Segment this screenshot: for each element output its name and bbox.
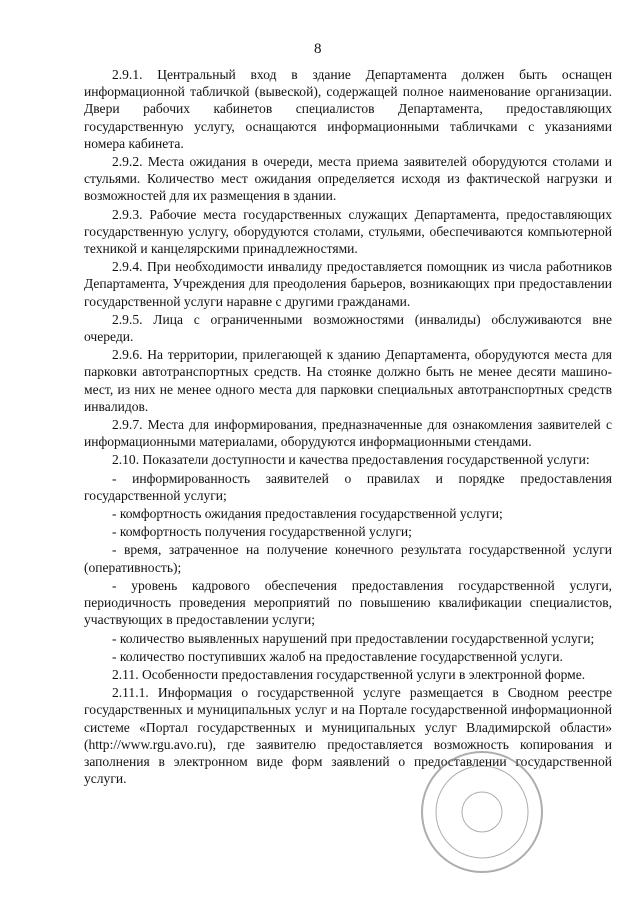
list-item-waiting-comfort: - комфортность ожидания предоставления государственной услуги; — [112, 506, 503, 522]
paragraph-2-9-2: 2.9.2. Места ожидания в очереди, места приема заявителей оборудуются столами и стульями. Количество мест ожидания определяется исходя из фактической нагрузки и возможностей для их размещения в здании. — [84, 154, 612, 204]
list-item-informing: - информированность заявителей о правилах и порядке предоставления государственной услуги; — [84, 470, 612, 503]
list-item-violations: - количество выявленных нарушений при предоставлении государственной услуги; — [112, 630, 595, 646]
paragraph-2-11-1: 2.11.1. Информация о государственной услуге размещается в Сводном реестре государственных и муниципальных услуг и на Портале государственной информационной системе «Портал государственных и муниципальных услуг Владимирской области» (http://www.rgu.avo.ru), где заявителю предоставляется возможность копирования и заполнения в электронном виде форм заявлений о предоставлении государственной услуги. — [84, 685, 612, 787]
paragraph-2-11: 2.11. Особенности предоставления государственной услуги в электронной форме. — [112, 666, 586, 682]
paragraph-2-9-1: 2.9.1. Центральный вход в здание Департамента должен быть оснащен информационной табличкой (вывеской), содержащей полное наименование организации. Двери рабочих кабинетов специалистов Департамента, предоставляющих государственную услугу, оснащаются информационными табличками с указаниями номера кабинета. — [84, 67, 612, 151]
paragraph-2-9-7: 2.9.7. Места для информирования, предназначенные для ознакомления заявителей с информационными материалами, оборудуются информационными стендами. — [84, 417, 612, 450]
list-item-receiving-comfort: - комфортность получения государственной услуги; — [112, 524, 412, 540]
paragraph-2-10: 2.10. Показатели доступности и качества предоставления государственной услуги: — [112, 452, 590, 468]
list-item-complaints: - количество поступивших жалоб на предоставление государственной услуги. — [112, 648, 563, 664]
list-item-time-spent: - время, затраченное на получение конечного результата государственной услуги (оперативность); — [84, 542, 612, 575]
paragraph-2-9-5: 2.9.5. Лица с ограниченными возможностями (инвалиды) обслуживаются вне очереди. — [84, 311, 612, 345]
document-body — [84, 66, 612, 787]
list-item-staffing-level: - уровень кадрового обеспечения предоставления государственной услуги, периодичность проведения мероприятий по повышению квалификации специалистов, участвующих в предоставлении услуги; — [84, 577, 612, 628]
paragraph-2-9-3: 2.9.3. Рабочие места государственных служащих Департамента, предоставляющих государственную услугу, оборудуются столами, стульями, обеспечиваются компьютерной техникой и канцелярскими принадлежностями. — [84, 206, 612, 257]
seal-center-ring — [462, 792, 502, 832]
paragraph-2-9-6: 2.9.6. На территории, прилегающей к зданию Департамента, оборудуются места для парковки автотранспортных средств. На стоянке должно быть не менее десяти машино-мест, из них не менее одного места для парковки специальных автотранспортных средств инвалидов. — [84, 347, 612, 414]
page-number: 8 — [314, 41, 322, 57]
paragraph-2-9-4: 2.9.4. При необходимости инвалиду предоставляется помощник из числа работников Департамента, Учреждения для преодоления барьеров, возникающих при предоставлении государственной услуги наравне с другими гражданами. — [84, 259, 612, 309]
